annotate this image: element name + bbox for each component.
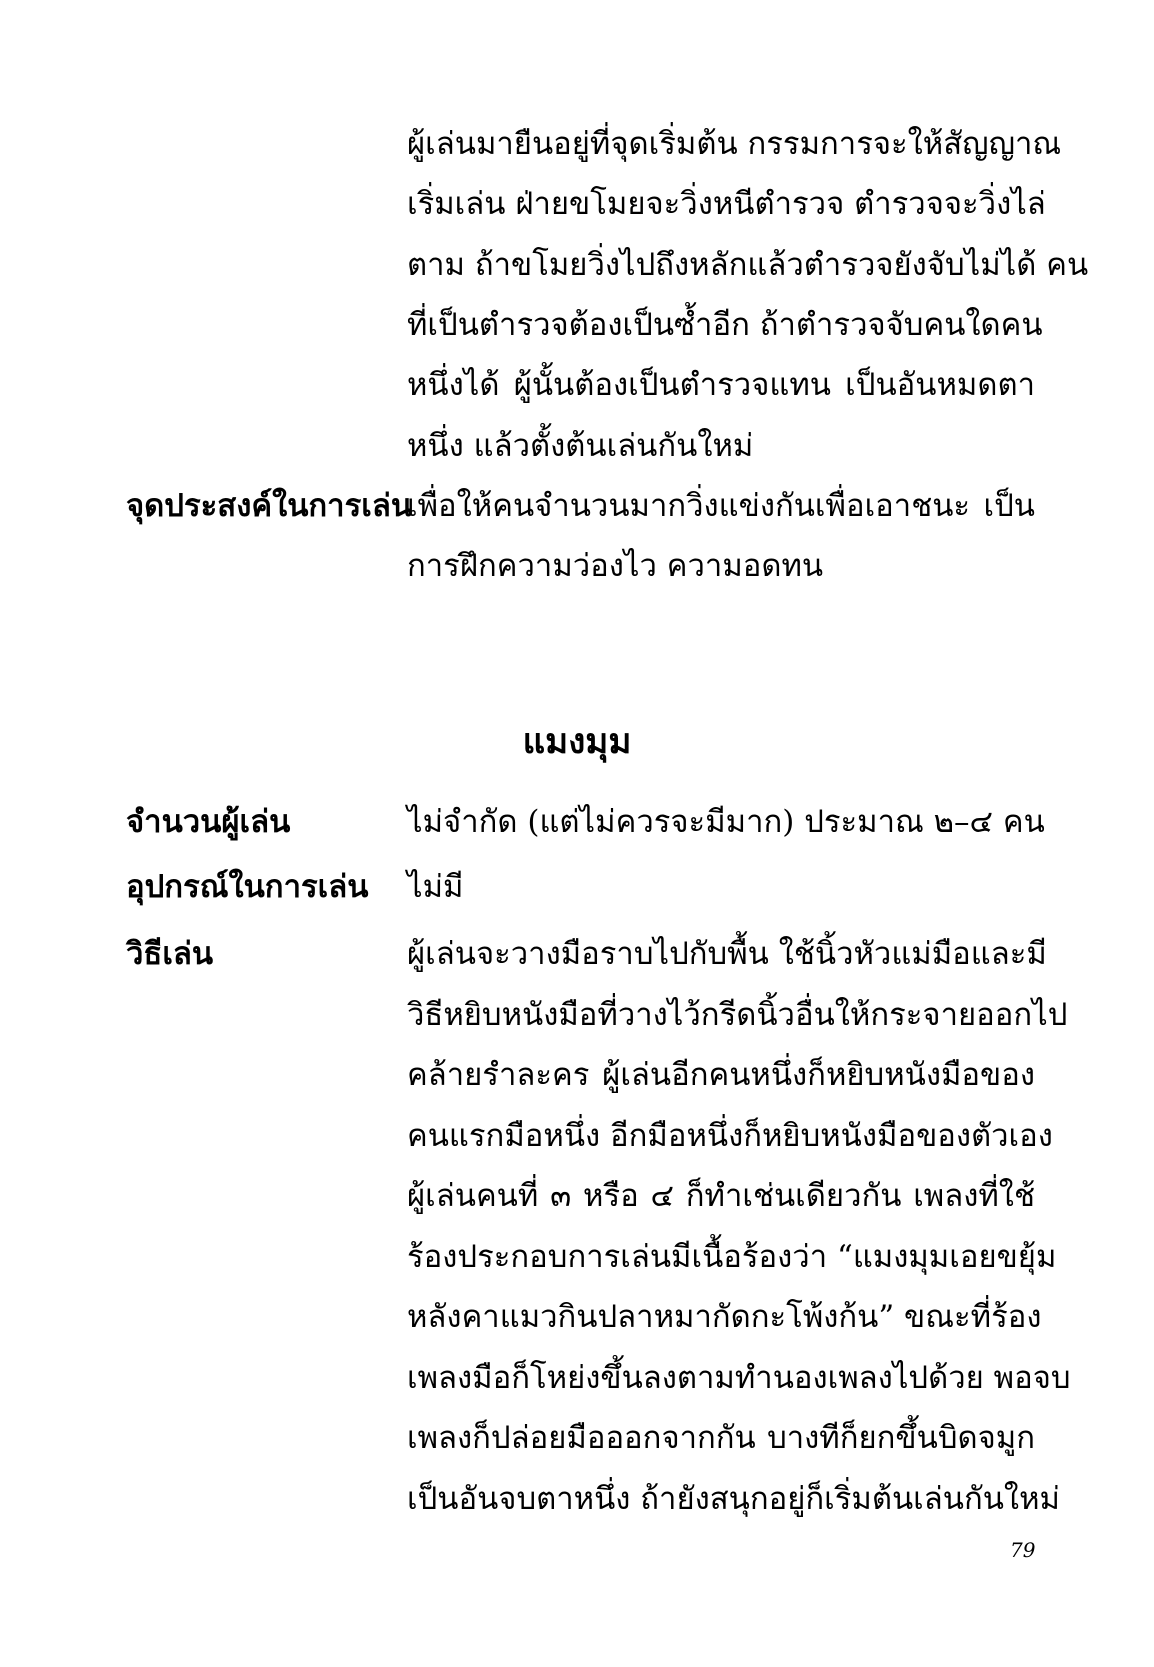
method-line: หลังคาแมวกินปลาหมากัดกะโพ้งก้น” ขณะที่ร้อง	[407, 1299, 1042, 1335]
method-line: เพลงก็ปล่อยมือออกจากกัน บางทีก็ยกขึ้นบิดจมูก	[407, 1420, 1035, 1456]
purpose-line: การฝึกความว่องไว ความอดทน	[407, 548, 824, 584]
players-value: ไม่จำกัด (แต่ไม่ควรจะมีมาก) ประมาณ ๒–๔ คน	[407, 804, 1045, 840]
method-line: คล้ายรำละคร ผู้เล่นอีกคนหนึ่งก็หยิบหนังมือของ	[407, 1057, 1035, 1093]
paragraph-line: หนึ่งได้ ผู้นั้นต้องเป็นตำรวจแทน เป็นอันหมดตา	[407, 367, 1035, 403]
equipment-label: อุปกรณ์ในการเล่น	[126, 869, 369, 905]
method-line: ผู้เล่นคนที่ ๓ หรือ ๔ ก็ทำเช่นเดียวกัน เพลงที่ใช้	[407, 1178, 1035, 1214]
method-line: วิธีหยิบหนังมือที่วางไว้กรีดนิ้วอื่นให้กระจายออกไป	[407, 997, 1068, 1033]
paragraph-line: เริ่มเล่น ฝ่ายขโมยจะวิ่งหนีตำรวจ ตำรวจจะวิ่งไล่	[407, 186, 1046, 222]
purpose-label: จุดประสงค์ในการเล่น	[126, 488, 413, 524]
page-number: 79	[1010, 1538, 1036, 1562]
paragraph-line: ตาม ถ้าขโมยวิ่งไปถึงหลักแล้วตำรวจยังจับไม่ได้ คน	[407, 247, 1089, 283]
method-label: วิธีเล่น	[126, 936, 214, 972]
paragraph-line: หนึ่ง แล้วตั้งต้นเล่นกันใหม่	[407, 428, 754, 464]
method-line: ผู้เล่นจะวางมือราบไปกับพื้น ใช้นิ้วหัวแม่มือและมี	[407, 936, 1047, 972]
method-line: เพลงมือก็โหย่งขึ้นลงตามทำนองเพลงไปด้วย พอจบ	[407, 1360, 1071, 1396]
paragraph-line: ผู้เล่นมายืนอยู่ที่จุดเริ่มต้น กรรมการจะให้สัญญาณ	[407, 126, 1062, 162]
paragraph-line: ที่เป็นตำรวจต้องเป็นซ้ำอีก ถ้าตำรวจจับคนใดคน	[407, 307, 1043, 343]
players-label: จำนวนผู้เล่น	[126, 804, 291, 840]
equipment-value: ไม่มี	[407, 869, 464, 905]
purpose-line: เพื่อให้คนจำนวนมากวิ่งแข่งกันเพื่อเอาชนะ เป็น	[407, 488, 1035, 524]
method-line: เป็นอันจบตาหนึ่ง ถ้ายังสนุกอยู่ก็เริ่มต้นเล่นกันใหม่	[407, 1481, 1060, 1517]
method-line: ร้องประกอบการเล่นมีเนื้อร้องว่า “แมงมุมเอยขยุ้ม	[407, 1239, 1057, 1275]
method-line: คนแรกมือหนึ่ง อีกมือหนึ่งก็หยิบหนังมือของตัวเอง	[407, 1118, 1053, 1154]
section-title: แมงมุม	[522, 721, 632, 762]
